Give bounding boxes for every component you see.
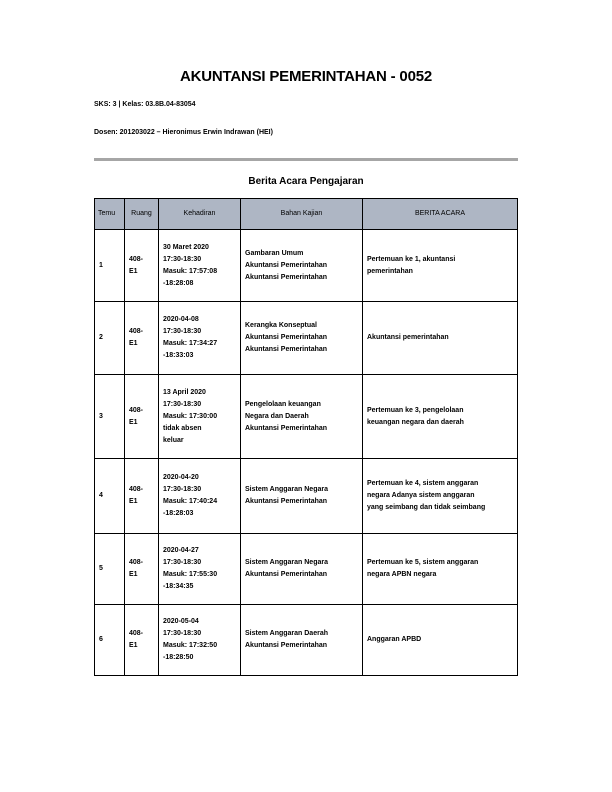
cell-bahan-kajian	[241, 534, 363, 605]
cell-line: Pertemuan ke 1, akuntansi	[367, 255, 456, 263]
cell-line: negara APBN negara	[367, 571, 437, 578]
cell-temu: 5	[95, 534, 125, 605]
course-meta: SKS: 3 | Kelas: 03.8B.04-83054	[94, 101, 196, 108]
section-title: Berita Acara Pengajaran	[248, 176, 364, 187]
cell-line: -18:33:03	[163, 352, 194, 359]
cell-line: -18:28:08	[163, 279, 194, 287]
cell-line: Pertemuan ke 4, sistem anggaran	[367, 480, 479, 487]
cell-line: 13 April 2020	[163, 388, 206, 396]
cell-line: Gambaran Umum	[245, 249, 304, 257]
cell-line: 17:30-18:30	[163, 328, 202, 335]
cell-line: tidak absen	[163, 424, 202, 432]
cell-bahan-kajian	[241, 230, 363, 302]
column-header-ruang: Ruang	[125, 199, 159, 230]
cell-temu: 6	[95, 605, 125, 676]
table-row	[95, 230, 518, 302]
cell-line: 408-	[129, 559, 144, 566]
cell-line: Masuk: 17:32:50	[163, 642, 218, 649]
cell-line: Sistem Anggaran Negara	[245, 486, 328, 493]
cell-berita-acara	[363, 302, 518, 375]
cell-line: Sistem Anggaran Negara	[245, 559, 328, 566]
cell-line: Masuk: 17:30:00	[163, 412, 218, 420]
cell-bahan-kajian	[241, 302, 363, 375]
cell-line: keuangan negara dan daerah	[367, 418, 464, 426]
cell-bahan-kajian	[241, 605, 363, 676]
cell-line: Pengelolaan keuangan	[245, 400, 321, 408]
cell-line: Pertemuan ke 3, pengelolaan	[367, 406, 464, 414]
cell-line: yang seimbang dan tidak seimbang	[367, 504, 486, 511]
cell-line: Masuk: 17:40:24	[163, 498, 218, 505]
cell-ruang	[125, 375, 159, 459]
cell-temu: 3	[95, 375, 125, 459]
table-row	[95, 375, 518, 459]
table-header-row	[95, 199, 518, 230]
cell-line: 408-	[129, 486, 144, 493]
column-header-bahan-kajian: Bahan Kajian	[241, 199, 363, 230]
cell-ruang	[125, 230, 159, 302]
cell-line: Masuk: 17:34:27	[163, 340, 218, 347]
cell-berita-acara	[363, 605, 518, 676]
cell-kehadiran	[159, 302, 241, 375]
cell-ruang	[125, 302, 159, 375]
table-row	[95, 302, 518, 375]
cell-line: E1	[129, 267, 138, 275]
cell-line: 17:30-18:30	[163, 400, 202, 408]
cell-line: 408-	[129, 328, 144, 335]
cell-line: Akuntansi Pemerintahan	[245, 424, 328, 432]
cell-line: 17:30-18:30	[163, 255, 202, 263]
cell-line: Akuntansi Pemerintahan	[245, 334, 328, 341]
column-header-berita-acara: BERITA ACARA	[363, 199, 518, 230]
table-row	[95, 605, 518, 676]
cell-temu: 2	[95, 302, 125, 375]
cell-kehadiran	[159, 605, 241, 676]
cell-line: Akuntansi Pemerintahan	[245, 642, 328, 649]
cell-line: Kerangka Konseptual	[245, 322, 317, 329]
cell-temu: 4	[95, 459, 125, 534]
cell-line: 2020-04-08	[163, 316, 199, 323]
cell-temu: 1	[95, 230, 125, 302]
cell-line: 30 Maret 2020	[163, 243, 209, 251]
cell-line: 408-	[129, 630, 144, 637]
cell-line: E1	[129, 340, 138, 347]
cell-line: 17:30-18:30	[163, 559, 202, 566]
attendance-table	[94, 198, 518, 676]
cell-line: 17:30-18:30	[163, 630, 202, 637]
cell-line: -18:28:50	[163, 654, 194, 661]
cell-line: E1	[129, 498, 138, 505]
cell-line: -18:34:35	[163, 583, 194, 590]
cell-bahan-kajian	[241, 375, 363, 459]
cell-line: pemerintahan	[367, 267, 413, 275]
cell-line: Akuntansi Pemerintahan	[245, 346, 328, 353]
cell-line: Akuntansi pemerintahan	[367, 334, 449, 341]
cell-line: Pertemuan ke 5, sistem anggaran	[367, 559, 479, 566]
cell-line: 2020-04-20	[163, 474, 199, 481]
cell-kehadiran	[159, 375, 241, 459]
cell-berita-acara	[363, 459, 518, 534]
column-header-temu: Temu	[95, 199, 125, 230]
cell-line: negara Adanya sistem anggaran	[367, 492, 475, 499]
cell-line: Sistem Anggaran Daerah	[245, 630, 328, 637]
cell-line: 408-	[129, 255, 144, 263]
lecturer-info: Dosen: 201203022 – Hieronimus Erwin Indrawan (HEI)	[94, 129, 273, 136]
cell-line: Akuntansi Pemerintahan	[245, 273, 328, 281]
cell-bahan-kajian	[241, 459, 363, 534]
cell-line: E1	[129, 642, 138, 649]
cell-line: Akuntansi Pemerintahan	[245, 261, 328, 269]
cell-line: E1	[129, 418, 138, 426]
document-title: AKUNTANSI PEMERINTAHAN - 0052	[179, 68, 432, 85]
cell-line: Akuntansi Pemerintahan	[245, 571, 328, 578]
section-divider	[94, 158, 518, 161]
cell-kehadiran	[159, 230, 241, 302]
cell-line: Masuk: 17:55:30	[163, 571, 218, 578]
cell-berita-acara	[363, 375, 518, 459]
cell-line: Akuntansi Pemerintahan	[245, 498, 328, 505]
cell-ruang	[125, 605, 159, 676]
cell-line: -18:28:03	[163, 510, 194, 517]
cell-line: Negara dan Daerah	[245, 412, 309, 420]
cell-berita-acara	[363, 230, 518, 302]
cell-line: 17:30-18:30	[163, 486, 202, 493]
cell-kehadiran	[159, 534, 241, 605]
table-row	[95, 459, 518, 534]
cell-line: E1	[129, 571, 138, 578]
cell-berita-acara	[363, 534, 518, 605]
cell-line: 408-	[129, 406, 144, 414]
cell-kehadiran	[159, 459, 241, 534]
column-header-kehadiran: Kehadiran	[159, 199, 241, 230]
cell-line: Masuk: 17:57:08	[163, 267, 218, 275]
table-row	[95, 534, 518, 605]
cell-ruang	[125, 459, 159, 534]
cell-line: 2020-04-27	[163, 547, 199, 554]
cell-line: 2020-05-04	[163, 618, 199, 625]
cell-line: keluar	[163, 436, 184, 444]
cell-line: Anggaran APBD	[367, 636, 422, 643]
cell-ruang	[125, 534, 159, 605]
